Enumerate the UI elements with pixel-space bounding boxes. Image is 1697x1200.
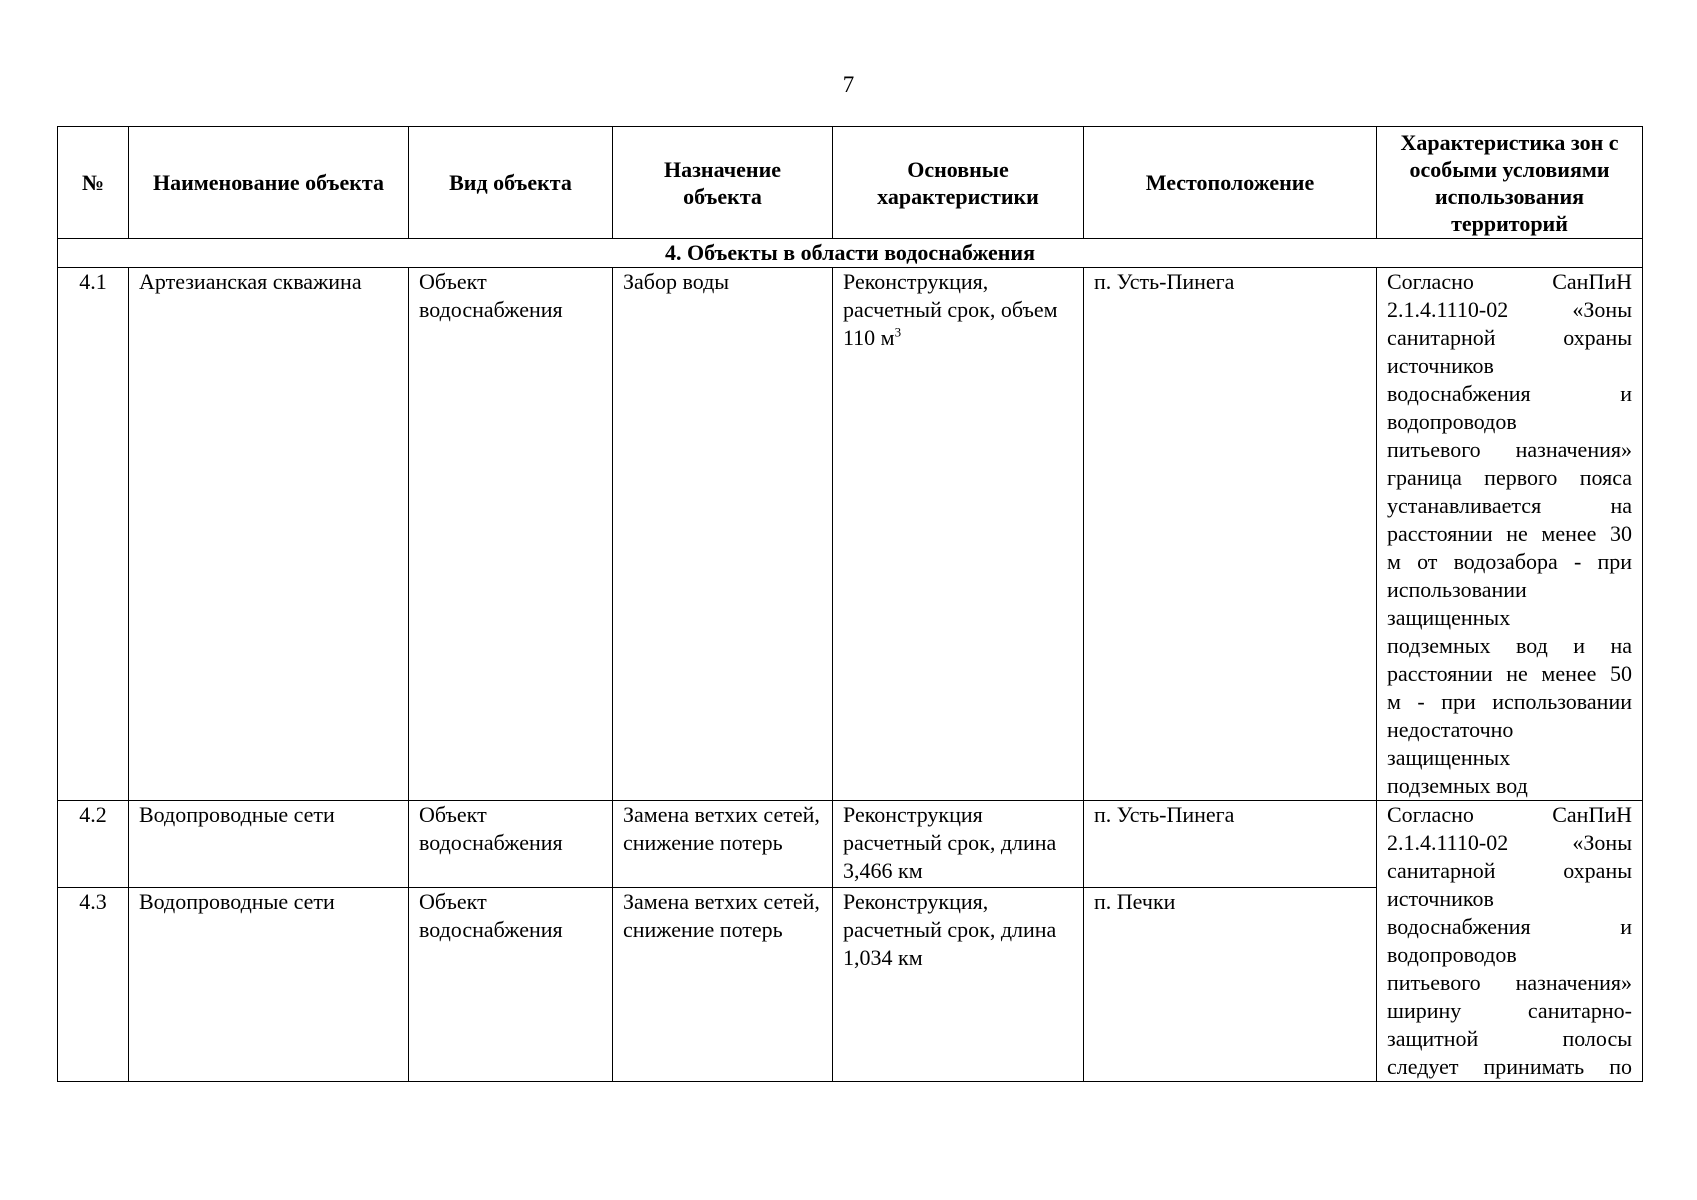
row-name: Артезианская скважина [129, 268, 409, 801]
zones-line: защищенных [1387, 745, 1511, 770]
header-type: Вид объекта [409, 127, 613, 239]
row-characteristics-text: Реконструкция, расчетный срок, объем 110 м [843, 269, 1058, 350]
zones-line: ширину санитарно- [1387, 998, 1632, 1023]
row-purpose: Замена ветхих сетей, снижение потерь [613, 801, 833, 888]
zones-line: граница первого пояса [1387, 465, 1632, 490]
superscript-3: 3 [894, 324, 902, 340]
row-zones [1377, 268, 1643, 801]
zones-line: защитной полосы [1387, 1026, 1632, 1051]
row-location: п. Усть-Пинега [1084, 801, 1377, 888]
zones-line: следует принимать по [1387, 1054, 1632, 1079]
zones-line: подземных вод и на [1387, 633, 1632, 658]
zones-line: использовании [1387, 577, 1527, 602]
zones-line: питьевого назначения» [1387, 970, 1632, 995]
row-num: 4.2 [58, 801, 129, 888]
row-location: п. Печки [1084, 887, 1377, 1081]
zones-line: санитарной охраны [1387, 858, 1632, 883]
header-name: Наименование объекта [129, 127, 409, 239]
zones-line: Согласно СанПиН [1387, 802, 1632, 827]
zones-line: м от водозабора - при [1387, 549, 1632, 574]
header-purpose: Назначение объекта [613, 127, 833, 239]
table-row [58, 268, 1643, 801]
zones-line: защищенных [1387, 605, 1511, 630]
row-type: Объект водоснабжения [409, 887, 613, 1081]
zones-line: источников [1387, 886, 1494, 911]
zones-line: м - при использовании [1387, 689, 1632, 714]
zones-line: водопроводов [1387, 409, 1517, 434]
zones-line: водоснабжения и [1387, 381, 1632, 406]
zones-shared-text [1387, 801, 1632, 1081]
row-characteristics: Реконструкция расчетный срок, длина 3,466 км [833, 801, 1084, 888]
page-number: 7 [842, 72, 855, 97]
zones-line: устанавливается на [1387, 493, 1632, 518]
zones-line: водопроводов [1387, 942, 1517, 967]
header-characteristics: Основные характеристики [833, 127, 1084, 239]
zones-line: питьевого назначения» [1387, 437, 1632, 462]
row-name: Водопроводные сети [129, 887, 409, 1081]
objects-table [57, 126, 1643, 1082]
row-location: п. Усть-Пинега [1084, 268, 1377, 801]
row-num: 4.3 [58, 887, 129, 1081]
header-zones: Характеристика зон с особыми условиями использования территорий [1377, 127, 1643, 239]
zones-line: подземных вод [1387, 773, 1528, 798]
zones-line: источников [1387, 353, 1494, 378]
row-purpose: Забор воды [613, 268, 833, 801]
row-type: Объект водоснабжения [409, 801, 613, 888]
row-purpose: Замена ветхих сетей, снижение потерь [613, 887, 833, 1081]
header-location: Местоположение [1084, 127, 1377, 239]
table-row [58, 801, 1643, 888]
zones-line: водоснабжения и [1387, 914, 1632, 939]
zones-line: расстоянии не менее 30 [1387, 521, 1632, 546]
row-name: Водопроводные сети [129, 801, 409, 888]
header-num: № [58, 127, 129, 239]
section-row [58, 239, 1643, 268]
zones-line: 2.1.4.1110-02 «Зоны [1387, 830, 1632, 855]
row-num: 4.1 [58, 268, 129, 801]
row-characteristics: Реконструкция, расчетный срок, длина 1,034 км [833, 887, 1084, 1081]
zones-line: 2.1.4.1110-02 «Зоны [1387, 297, 1632, 322]
row-characteristics [833, 268, 1084, 801]
table-header-row [58, 127, 1643, 239]
zones-line: недостаточно [1387, 717, 1514, 742]
zones-line: Согласно СанПиН [1387, 269, 1632, 294]
section-title: 4. Объекты в области водоснабжения [58, 239, 1643, 268]
row-zones-shared [1377, 801, 1643, 1082]
row-type: Объект водоснабжения [409, 268, 613, 801]
zones-line: санитарной охраны [1387, 325, 1632, 350]
zones-line: расстоянии не менее 50 [1387, 661, 1632, 686]
zones-text [1387, 268, 1632, 800]
